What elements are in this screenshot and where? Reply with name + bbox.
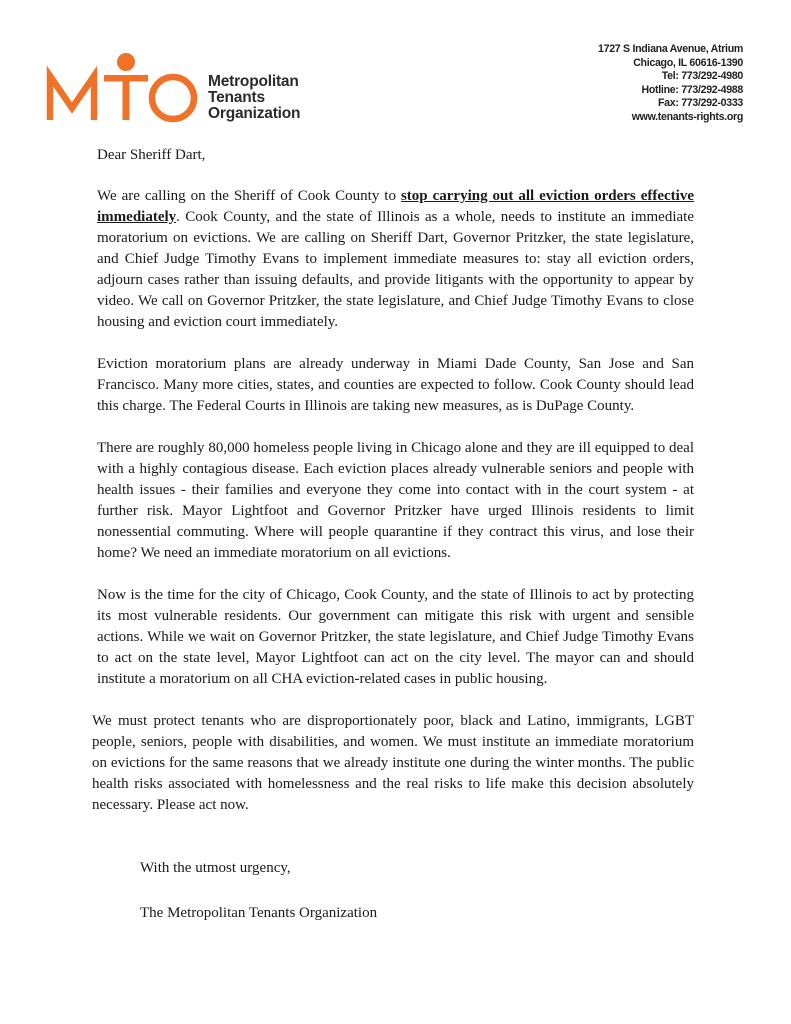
signature: The Metropolitan Tenants Organization xyxy=(140,905,378,921)
letter-closing xyxy=(140,858,377,924)
letter-body xyxy=(92,145,694,837)
paragraph-3: There are roughly 80,000 homeless people living in Chicago alone and they are ill equipped to deal with a highly contagious disease. Each eviction places already vulnerable seniors and people with health issues - their families and everyone they come into contact with in the court system - at further risk. Mayor Lightfoot and Governor Pritzker have urged Illinois residents to limit nonessential commuting. Where will people quarantine if they contract this virus, and lose their home? We need an immediate moratorium on all evictions. xyxy=(97,440,694,561)
organization-logo xyxy=(46,50,306,126)
logo-line-2: Tenants xyxy=(208,89,265,106)
paragraph-1 xyxy=(97,186,694,333)
paragraph-4: Now is the time for the city of Chicago, Cook County, and the state of Illinois to act by protecting its most vulnerable residents. Our government can mitigate this risk with urgent and sensible actions. While we wait on Governor Pritzker, the state legislature, and Chief Judge Timothy Evans to act on the state level, Mayor Lightfoot can act on the city level. The mayor can and should institute a moratorium on all CHA eviction-related cases in public housing. xyxy=(97,587,694,687)
paragraph-1-intro: We are calling on the Sheriff of Cook County to xyxy=(97,188,401,204)
salutation: Dear Sheriff Dart, xyxy=(97,147,206,163)
logo-t-stem xyxy=(123,75,130,120)
paragraph-2: Eviction moratorium plans are already underway in Miami Dade County, San Jose and San Francisco. Many more cities, states, and counties are expected to follow. Cook County should lead this charge. The Federal Courts in Illinois are taking new measures, as is DuPage County. xyxy=(97,356,694,414)
logo-line-3: Organization xyxy=(208,105,301,122)
logo-wordmark xyxy=(208,74,300,122)
address-street: 1727 S Indiana Avenue, Atrium xyxy=(598,43,743,55)
address-fax: Fax: 773/292-0333 xyxy=(657,97,743,110)
logo-letter-o xyxy=(152,77,194,119)
address-city: Chicago, IL 60616-1390 xyxy=(633,56,743,69)
letterhead-address xyxy=(598,43,743,125)
closing-line: With the utmost urgency, xyxy=(140,860,291,876)
mto-logo-mark xyxy=(46,50,202,126)
paragraph-1-emphasis: stop carrying out all eviction orders effective immediately xyxy=(97,188,694,225)
address-hotline: Hotline: 773/292-4988 xyxy=(641,83,743,96)
logo-person-head xyxy=(117,53,135,71)
paragraph-1-rest: . Cook County, and the state of Illinois as a whole, needs to institute an immediate moratorium on evictions. We are calling on Sheriff Dart, Governor Pritzker, the state legislature, and Chief Judge Timothy Evans to implement immediate measures to: stay all eviction orders, adjourn cases rather than issuing defaults, and provide litigants with the opportunity to appear by video. We call on Governor Pritzker, the state legislature, and Chief Judge Timothy Evans to close housing and eviction court immediately. xyxy=(97,209,694,330)
address-tel: Tel: 773/292-4980 xyxy=(661,70,743,83)
paragraph-5: We must protect tenants who are disproportionately poor, black and Latino, immigrants, LGBT people, seniors, people with disabilities, and women. We must institute an immediate moratorium on evictions for the same reasons that we already institute one during the winter months. The public health risks associated with homelessness and the real risks to life make this decision absolutely necessary. Please act now. xyxy=(92,713,694,813)
logo-line-1: Metropolitan xyxy=(208,73,299,90)
address-website[interactable]: www.tenants-rights.org xyxy=(631,110,743,123)
logo-letter-m xyxy=(50,76,94,120)
